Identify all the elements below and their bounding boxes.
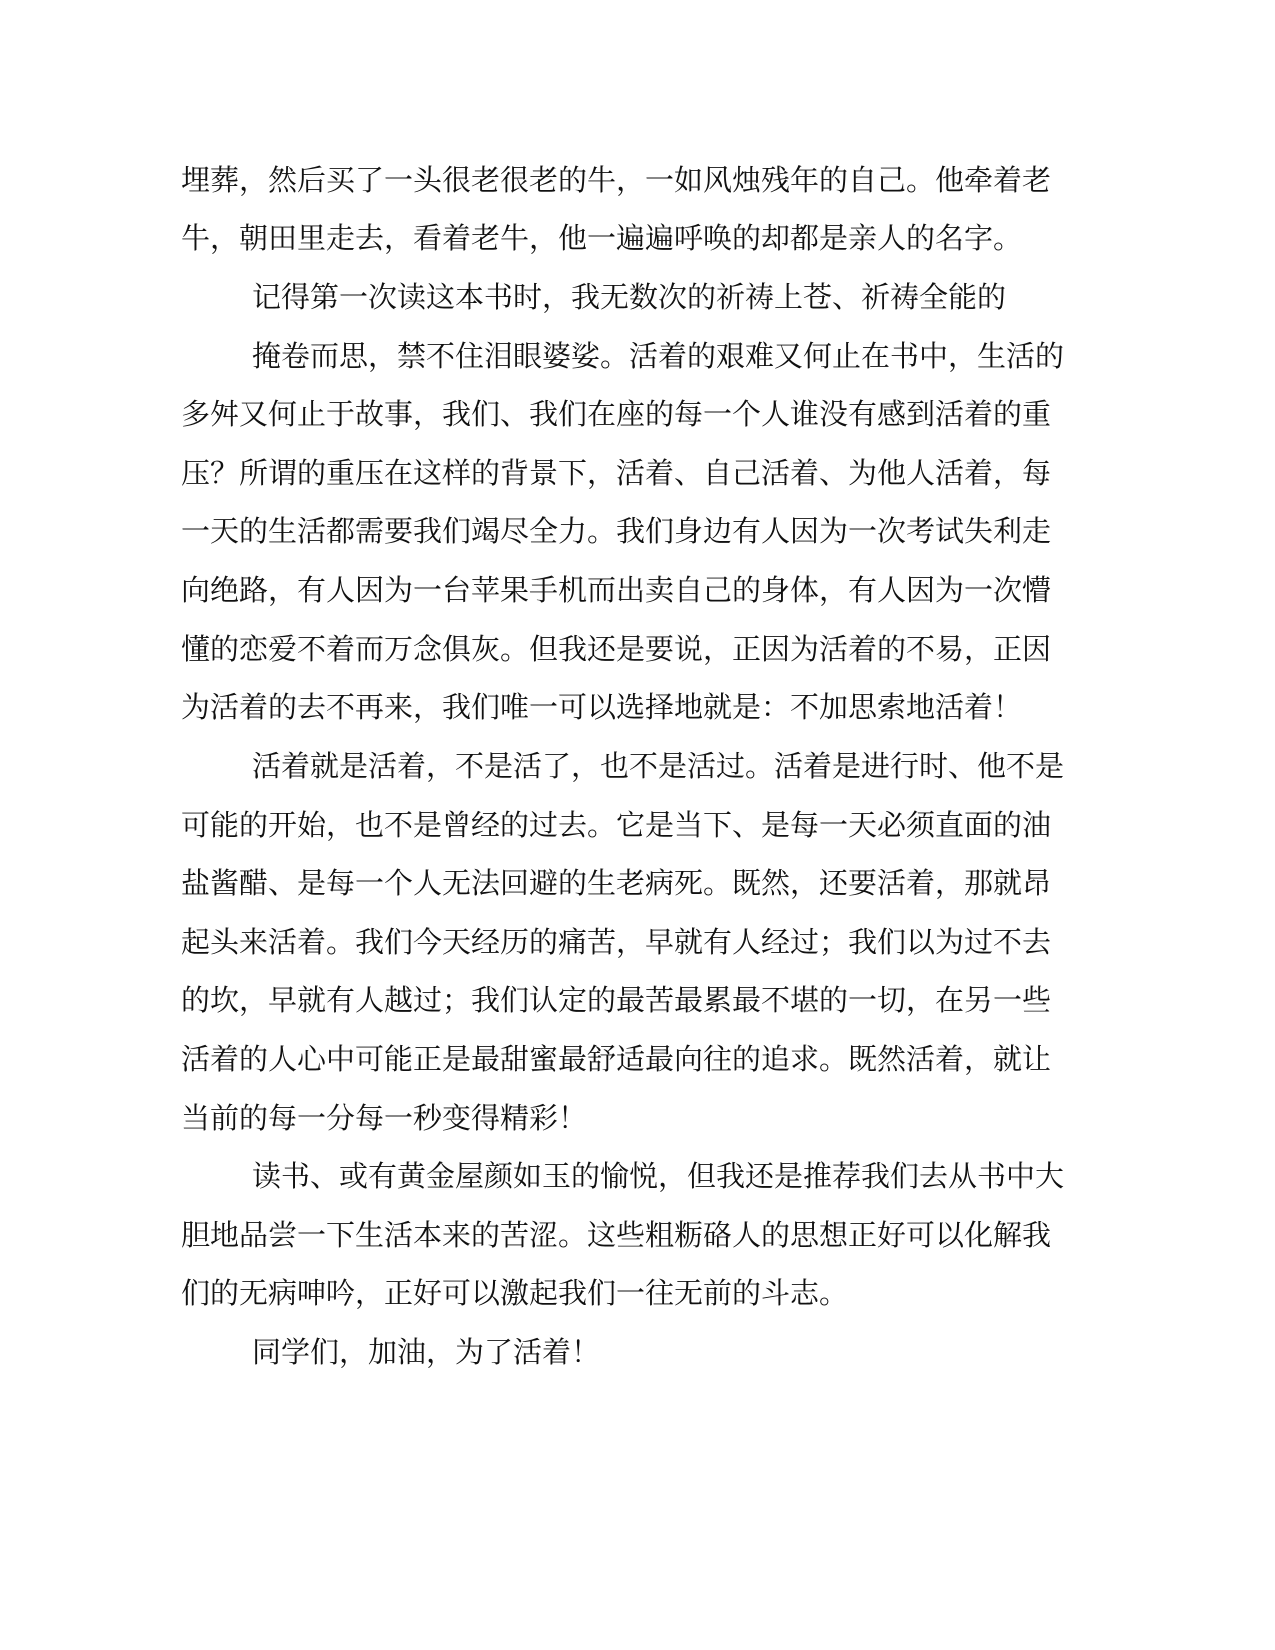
text-line-20: 们的无病呻吟，正好可以激起我们一往无前的斗志。 (181, 1276, 849, 1310)
text-line-7: 一天的生活都需要我们竭尽全力。我们身边有人因为一次考试失利走 (181, 514, 1052, 548)
text-line-10: 为活着的去不再来，我们唯一可以选择地就是：不加思索地活着！ (181, 690, 1023, 724)
text-line-5: 多舛又何止于故事，我们、我们在座的每一个人谁没有感到活着的重 (181, 397, 1052, 431)
text-line-12: 可能的开始，也不是曾经的过去。它是当下、是每一天必须直面的油 (181, 808, 1052, 842)
text-line-14: 起头来活着。我们今天经历的痛苦，早就有人经过；我们以为过不去 (181, 925, 1052, 959)
text-line-19: 胆地品尝一下生活本来的苦涩。这些粗粝硌人的思想正好可以化解我 (181, 1218, 1052, 1252)
text-line-6: 压？所谓的重压在这样的背景下，活着、自己活着、为他人活着，每 (181, 456, 1052, 490)
text-line-4: 掩卷而思，禁不住泪眼婆娑。活着的艰难又何止在书中，生活的 (252, 339, 1065, 373)
text-line-3: 记得第一次读这本书时，我无数次的祈祷上苍、祈祷全能的 (252, 280, 1007, 314)
text-line-16: 活着的人心中可能正是最甜蜜最舒适最向往的追求。既然活着，就让 (181, 1042, 1052, 1076)
text-line-18: 读书、或有黄金屋颜如玉的愉悦，但我还是推荐我们去从书中大 (252, 1159, 1065, 1193)
text-line-21: 同学们，加油，为了活着！ (252, 1335, 601, 1369)
text-line-1: 埋葬，然后买了一头很老很老的牛，一如风烛残年的自己。他牵着老 (181, 163, 1052, 197)
text-line-8: 向绝路，有人因为一台苹果手机而出卖自己的身体，有人因为一次懵 (181, 573, 1052, 607)
text-line-17: 当前的每一分每一秒变得精彩！ (181, 1101, 588, 1135)
text-line-15: 的坎，早就有人越过；我们认定的最苦最累最不堪的一切，在另一些 (181, 983, 1052, 1017)
text-line-11: 活着就是活着，不是活了，也不是活过。活着是进行时、他不是 (252, 749, 1065, 783)
text-line-9: 懂的恋爱不着而万念俱灰。但我还是要说，正因为活着的不易，正因 (181, 632, 1052, 666)
text-line-2: 牛，朝田里走去，看着老牛，他一遍遍呼唤的却都是亲人的名字。 (181, 221, 1023, 255)
text-line-13: 盐酱醋、是每一个人无法回避的生老病死。既然，还要活着，那就昂 (181, 866, 1052, 900)
